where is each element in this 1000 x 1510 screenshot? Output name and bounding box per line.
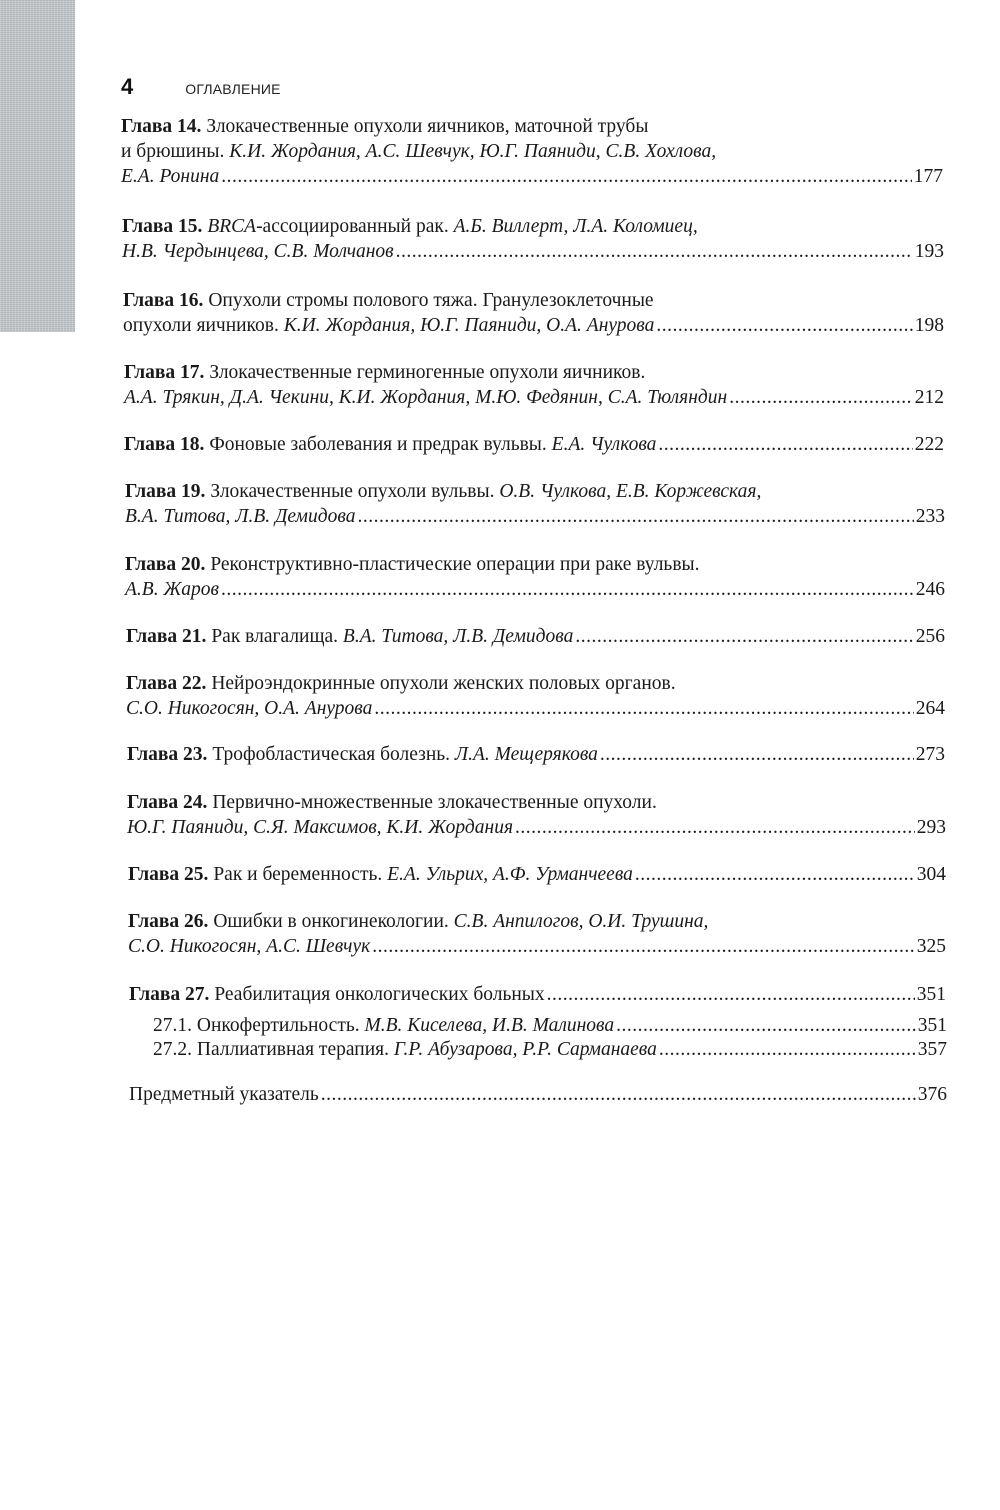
- chapter-label: Глава 22.: [126, 673, 207, 694]
- toc-entry-chapter-21[interactable]: [126, 624, 945, 649]
- chapter-authors-cont: В.А. Титова, Л.В. Демидова: [125, 506, 356, 527]
- chapter-label: Глава 24.: [127, 792, 208, 813]
- subsection-title: Онкофертильность.: [196, 1015, 360, 1036]
- subsection-authors: Г.Р. Абузарова, Р.Р. Сарманаева: [393, 1039, 657, 1060]
- toc-entry-chapter-24[interactable]: [127, 790, 946, 840]
- chapter-title: -ассоциированный рак.: [256, 216, 449, 237]
- chapter-title: Трофобластическая болезнь.: [212, 744, 451, 765]
- chapter-title-cont: и брюшины.: [121, 141, 225, 162]
- page-number: 4: [121, 74, 134, 99]
- page-ref: 357: [917, 1039, 947, 1060]
- toc-entry-chapter-15[interactable]: [122, 214, 944, 264]
- toc-entry-chapter-16[interactable]: [123, 288, 944, 338]
- dot-leader: [616, 1015, 916, 1037]
- dot-leader: [600, 742, 914, 767]
- page-ref: 351: [916, 984, 946, 1005]
- page-ref: 222: [914, 434, 944, 455]
- toc-subentry-27-1[interactable]: [153, 1015, 947, 1037]
- toc-entry-subject-index[interactable]: [129, 1082, 947, 1107]
- page-header: [121, 74, 281, 100]
- page-ref: 325: [916, 936, 946, 957]
- chapter-title: Рак влагалища.: [211, 626, 339, 647]
- chapter-title-abbr: BRCA: [207, 216, 257, 237]
- dot-leader: [656, 313, 912, 338]
- chapter-label: Глава 21.: [126, 626, 207, 647]
- dot-leader: [658, 432, 912, 457]
- dot-leader: [729, 385, 913, 410]
- chapter-title: Злокачественные опухоли яичников, маточной трубы: [206, 116, 649, 137]
- chapter-label: Глава 14.: [121, 116, 202, 137]
- page-ref: 233: [915, 506, 945, 527]
- chapter-title: Злокачественные опухоли вульвы.: [210, 481, 495, 502]
- page-ref: 177: [913, 166, 943, 187]
- chapter-title-cont: опухоли яичников.: [123, 315, 279, 336]
- chapter-authors: Ю.Г. Паяниди, С.Я. Максимов, К.И. Жордания: [127, 817, 514, 838]
- chapter-authors: К.И. Жордания, Ю.Г. Паяниди, О.А. Анурова: [283, 315, 655, 336]
- dot-leader: [515, 815, 915, 840]
- subsection-number: 27.1.: [153, 1015, 192, 1036]
- dot-leader: [635, 862, 915, 887]
- chapter-label: Глава 15.: [122, 216, 203, 237]
- chapter-title: Ошибки в онкогинекологии.: [213, 911, 449, 932]
- dot-leader: [547, 982, 915, 1007]
- chapter-label: Глава 18.: [124, 434, 205, 455]
- dot-leader: [221, 164, 911, 189]
- subsection-number: 27.2.: [153, 1039, 192, 1060]
- chapter-authors: О.В. Чулкова, Е.В. Коржевская,: [499, 481, 762, 502]
- chapter-authors: Е.А. Ульрих, А.Ф. Урманчеева: [387, 864, 633, 885]
- chapter-label: Глава 17.: [124, 362, 205, 383]
- dot-leader: [321, 1082, 916, 1107]
- chapter-authors: Л.А. Мещерякова: [454, 744, 598, 765]
- toc-entry-chapter-14[interactable]: [121, 114, 943, 189]
- chapter-label: Глава 27.: [129, 984, 210, 1005]
- chapter-title: Рак и беременность.: [213, 864, 383, 885]
- dot-leader: [575, 624, 913, 649]
- index-title: Предметный указатель: [129, 1084, 319, 1105]
- page-ref: 193: [914, 241, 944, 262]
- scan-edge-strip: [0, 0, 75, 332]
- chapter-title: Злокачественные герминогенные опухоли яичников.: [209, 362, 646, 383]
- running-title: ОГЛАВЛЕНИЕ: [185, 81, 281, 97]
- toc-entry-chapter-17[interactable]: [124, 360, 944, 410]
- subsection-authors: М.В. Киселева, И.В. Малинова: [364, 1015, 615, 1036]
- toc-entry-chapter-25[interactable]: [128, 862, 946, 887]
- toc-entry-chapter-19[interactable]: [125, 479, 945, 529]
- chapter-authors: С.В. Анпилогов, О.И. Трушина,: [453, 911, 709, 932]
- page-ref: 273: [915, 744, 945, 765]
- page-ref: 198: [914, 315, 944, 336]
- chapter-authors: А.В. Жаров: [125, 579, 220, 600]
- chapter-authors: В.А. Титова, Л.В. Демидова: [342, 626, 574, 647]
- page-ref: 376: [917, 1084, 947, 1105]
- toc-entry-chapter-23[interactable]: [127, 742, 945, 767]
- page-ref: 351: [917, 1015, 947, 1036]
- chapter-label: Глава 25.: [128, 864, 209, 885]
- chapter-authors-cont: С.О. Никогосян, А.С. Шевчук: [128, 936, 371, 957]
- chapter-authors: С.О. Никогосян, О.А. Анурова: [126, 698, 373, 719]
- chapter-title: Нейроэндокринные опухоли женских половых органов.: [211, 673, 676, 694]
- chapter-authors: А.А. Трякин, Д.А. Чекини, К.И. Жордания, М.Ю. Федянин, С.А. Тюляндин: [124, 387, 728, 408]
- chapter-title: Реабилитация онкологических больных: [214, 984, 545, 1005]
- chapter-label: Глава 26.: [128, 911, 209, 932]
- toc-entry-chapter-27[interactable]: [129, 982, 946, 1007]
- dot-leader: [396, 239, 913, 264]
- subsection-title: Паллиативная терапия.: [196, 1039, 389, 1060]
- chapter-authors: А.Б. Виллерт, Л.А. Коломиец,: [453, 216, 698, 237]
- dot-leader: [659, 1039, 916, 1061]
- chapter-authors-cont: Е.А. Ронина: [121, 166, 220, 187]
- dot-leader: [372, 934, 914, 959]
- dot-leader: [221, 577, 914, 602]
- chapter-authors-cont: Н.В. Чердынцева, С.В. Молчанов: [122, 241, 394, 262]
- chapter-title: Фоновые заболевания и предрак вульвы.: [209, 434, 547, 455]
- chapter-title: Первично-множественные злокачественные опухоли.: [212, 792, 657, 813]
- chapter-authors: К.И. Жордания, А.С. Шевчук, Ю.Г. Паяниди, С.В. Хохлова,: [229, 141, 717, 162]
- toc-entry-chapter-26[interactable]: [128, 909, 946, 959]
- toc-subentry-27-2[interactable]: [153, 1039, 947, 1061]
- page-ref: 304: [916, 864, 946, 885]
- chapter-authors: Е.А. Чулкова: [551, 434, 657, 455]
- page-ref: 264: [915, 698, 945, 719]
- page-ref: 212: [914, 387, 944, 408]
- dot-leader: [374, 696, 913, 721]
- page-ref: 256: [915, 626, 945, 647]
- page-ref: 246: [915, 579, 945, 600]
- toc-entry-chapter-18[interactable]: [124, 432, 944, 457]
- toc-entry-chapter-22[interactable]: [126, 671, 945, 721]
- page-ref: 293: [916, 817, 946, 838]
- chapter-label: Глава 16.: [123, 290, 204, 311]
- chapter-title: Опухоли стромы полового тяжа. Гранулезоклеточные: [208, 290, 654, 311]
- toc-entry-chapter-20[interactable]: [125, 552, 945, 602]
- chapter-label: Глава 20.: [125, 554, 206, 575]
- chapter-label: Глава 23.: [127, 744, 208, 765]
- chapter-title: Реконструктивно-пластические операции при раке вульвы.: [210, 554, 700, 575]
- dot-leader: [357, 504, 913, 529]
- chapter-label: Глава 19.: [125, 481, 206, 502]
